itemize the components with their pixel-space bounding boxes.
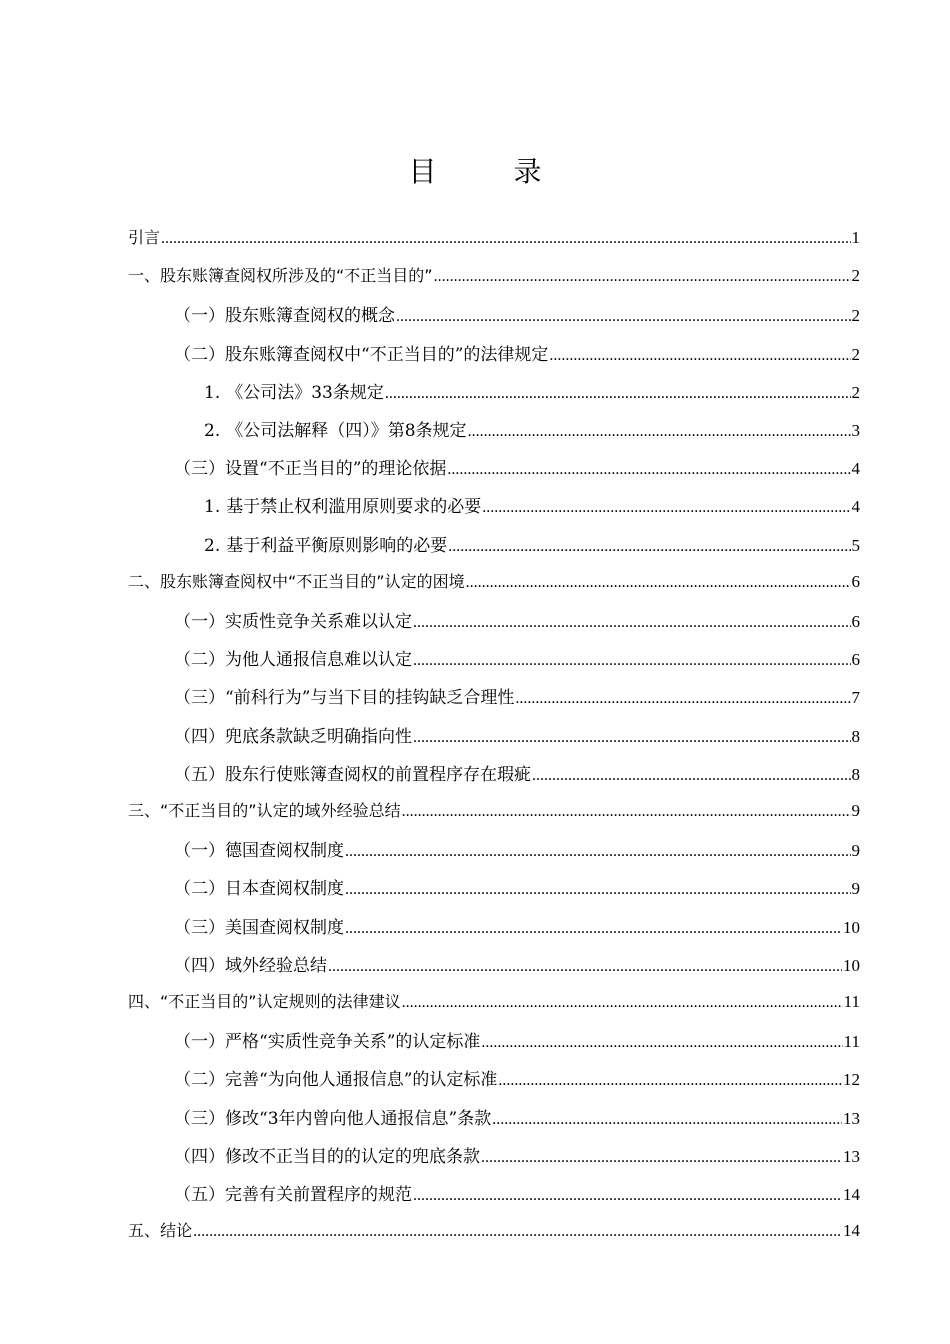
toc-entry-label: “前科行为”与当下目的挂钩缺乏合理性 [225, 688, 515, 709]
toc-leader-dots [396, 308, 851, 326]
toc-leader-dots [345, 881, 851, 899]
toc-entry-label: 实质性竞争关系难以认定 [225, 612, 412, 632]
toc-entry[interactable] [174, 1104, 860, 1128]
toc-page-number: 7 [851, 688, 860, 708]
toc-entry[interactable] [128, 263, 860, 287]
toc-entry-number: （三） [174, 917, 225, 938]
toc-entry-label: 严格“实质性竞争关系”的认定标准 [225, 1032, 481, 1053]
toc-entry-number: （一） [174, 612, 225, 632]
toc-entry[interactable] [128, 798, 860, 822]
toc-page-number: 5 [851, 535, 860, 555]
toc-entry[interactable] [174, 913, 860, 937]
toc-entry-number: （四） [174, 1146, 225, 1167]
toc-entry-label: 结论 [160, 1221, 193, 1241]
toc-leader-dots [434, 268, 851, 286]
toc-entry-number: 二、 [128, 571, 161, 591]
toc-page-number: 9 [851, 841, 860, 861]
toc-entry[interactable] [204, 492, 860, 516]
toc-page-number: 4 [851, 459, 860, 479]
toc-leader-dots [482, 499, 850, 517]
toc-entry[interactable] [174, 340, 860, 364]
toc-page-number: 10 [843, 917, 860, 937]
toc-entry-label: 为他人通报信息难以认定 [225, 650, 412, 671]
toc-entry-number: （二） [174, 344, 225, 365]
toc-page-number: 9 [851, 801, 860, 820]
toc-title: 目 录 [408, 155, 576, 188]
toc-entry-number: 1. [204, 497, 221, 518]
toc-leader-dots [345, 920, 842, 938]
toc-entry-label: 股东账簿查阅权所涉及的“不正当目的” [160, 266, 433, 286]
toc-entry-number: 2. [204, 421, 221, 441]
toc-entry-label: 完善有关前置程序的规范 [225, 1185, 412, 1205]
toc-page-number: 2 [851, 266, 860, 286]
toc-page-number: 8 [851, 764, 860, 784]
toc-leader-dots [345, 843, 851, 861]
toc-page-number: 1 [851, 228, 860, 247]
toc-entry-number: （三） [174, 1108, 225, 1129]
toc-leader-dots [481, 1149, 842, 1167]
toc-entry-label: “不正当目的”认定规则的法律建议 [160, 992, 401, 1011]
toc-entry-number: （一） [174, 306, 225, 327]
toc-entry-label: 德国查阅权制度 [225, 841, 344, 862]
toc-entry-label: 股东行使账簿查阅权的前置程序存在瑕疵 [225, 764, 531, 785]
toc-page-number: 12 [843, 1070, 860, 1090]
toc-entry-number: 五、 [128, 1221, 161, 1241]
toc-entry-number: （五） [174, 764, 225, 785]
toc-entry-number: （二） [174, 879, 225, 900]
toc-entry-label: 修改“3年内曾向他人通报信息”条款 [225, 1108, 492, 1129]
toc-entry[interactable] [128, 569, 860, 593]
toc-page-number: 14 [843, 1221, 860, 1241]
toc-entry-label: 股东账簿查阅权中“不正当目的”的法律规定 [225, 344, 549, 365]
toc-page-number: 2 [851, 382, 860, 402]
toc-entry[interactable] [174, 1142, 860, 1166]
toc-entry[interactable] [174, 722, 860, 746]
toc-page-number: 6 [851, 571, 860, 591]
toc-leader-dots [447, 461, 850, 479]
toc-entry-label: 股东账簿查阅权的概念 [225, 306, 395, 327]
toc-leader-dots [193, 1223, 842, 1241]
toc-entry[interactable] [128, 225, 860, 249]
toc-entry-label: 基于利益平衡原则影响的必要 [226, 535, 448, 556]
toc-leader-dots [498, 1072, 842, 1090]
toc-entry[interactable] [174, 1065, 860, 1089]
toc-entry[interactable] [128, 1218, 860, 1242]
toc-entry[interactable] [174, 683, 860, 707]
toc-page-number: 6 [851, 650, 860, 670]
toc-entry-label: “不正当目的”认定的域外经验总结 [160, 801, 401, 820]
toc-entry-number: （一） [174, 841, 225, 862]
toc-entry[interactable] [204, 416, 860, 440]
toc-entry-number: 1. [204, 382, 221, 403]
toc-entry-number: （二） [174, 650, 225, 671]
toc-entry-label: 修改不正当目的的认定的兜底条款 [225, 1146, 480, 1167]
toc-page-number: 10 [843, 955, 860, 975]
toc-entry-number: （三） [174, 688, 225, 709]
toc-entry-number: 四、 [128, 992, 161, 1011]
toc-page-number: 8 [851, 726, 860, 746]
toc-leader-dots [468, 423, 851, 441]
toc-leader-dots [413, 1187, 842, 1205]
toc-entry[interactable] [174, 645, 860, 669]
toc-entry-label: 完善“为向他人通报信息”的认定标准 [225, 1070, 498, 1091]
toc-entry[interactable] [174, 874, 860, 898]
toc-page-number: 6 [851, 612, 860, 631]
toc-entry-label: 日本查阅权制度 [225, 879, 344, 900]
toc-page-number: 13 [843, 1146, 860, 1166]
toc-entry-label: 《公司法解释（四）》第8条规定 [226, 421, 467, 441]
toc-entry[interactable] [174, 454, 860, 478]
toc-leader-dots [532, 767, 851, 785]
toc-leader-dots [492, 1111, 842, 1129]
toc-entry-label: 引言 [128, 228, 161, 247]
toc-entry[interactable] [174, 1027, 860, 1051]
toc-page-number: 4 [851, 497, 860, 517]
toc-entry-number: （四） [174, 955, 225, 976]
toc-leader-dots [402, 994, 843, 1012]
toc-entry-number: （二） [174, 1070, 225, 1091]
toc-entry-number: 2. [204, 535, 221, 556]
toc-leader-dots [448, 538, 850, 556]
toc-entry-label: 设置“不正当目的”的理论依据 [225, 459, 447, 480]
toc-leader-dots [413, 729, 851, 747]
toc-leader-dots [515, 690, 850, 708]
toc-page-number: 11 [843, 1032, 860, 1052]
toc-entry[interactable] [204, 378, 860, 402]
toc-entry-label: 域外经验总结 [225, 955, 327, 976]
toc-entry-number: （五） [174, 1185, 225, 1205]
toc-entry-label: 美国查阅权制度 [225, 917, 344, 938]
toc-leader-dots [161, 230, 850, 248]
toc-leader-dots [413, 652, 851, 670]
toc-entry[interactable] [174, 301, 860, 325]
toc-entry[interactable] [128, 989, 860, 1013]
toc-entry[interactable] [174, 836, 860, 860]
toc-leader-dots [466, 574, 851, 592]
toc-entry-number: （四） [174, 726, 225, 747]
toc-page-number: 13 [843, 1108, 860, 1128]
toc-page-number: 14 [843, 1185, 860, 1204]
toc-leader-dots [402, 803, 851, 821]
toc-entry-number: （三） [174, 459, 225, 480]
toc-entry[interactable] [204, 531, 860, 555]
toc-page-number: 9 [851, 879, 860, 899]
toc-leader-dots [413, 614, 851, 632]
toc-entry-label: 《公司法》33条规定 [226, 382, 384, 403]
toc-entry[interactable] [174, 607, 860, 631]
toc-entry[interactable] [174, 1180, 860, 1204]
toc-leader-dots [481, 1034, 842, 1052]
toc-page-number: 11 [843, 992, 860, 1011]
toc-page-number: 2 [851, 344, 860, 364]
toc-entry-number: （一） [174, 1032, 225, 1053]
toc-entry-label: 股东账簿查阅权中“不正当目的”认定的困境 [160, 571, 465, 591]
toc-page-number: 2 [851, 306, 860, 326]
toc-entry-number: 三、 [128, 801, 161, 820]
toc-page-number: 3 [851, 421, 860, 440]
toc-entry-label: 兜底条款缺乏明确指向性 [225, 726, 412, 747]
toc-entry-number: 一、 [128, 266, 161, 286]
toc-entry[interactable] [174, 760, 860, 784]
toc-leader-dots [385, 385, 851, 403]
toc-entry[interactable] [174, 951, 860, 975]
toc-leader-dots [328, 958, 842, 976]
toc-leader-dots [549, 347, 850, 365]
toc-entry-label: 基于禁止权利滥用原则要求的必要 [226, 497, 482, 518]
